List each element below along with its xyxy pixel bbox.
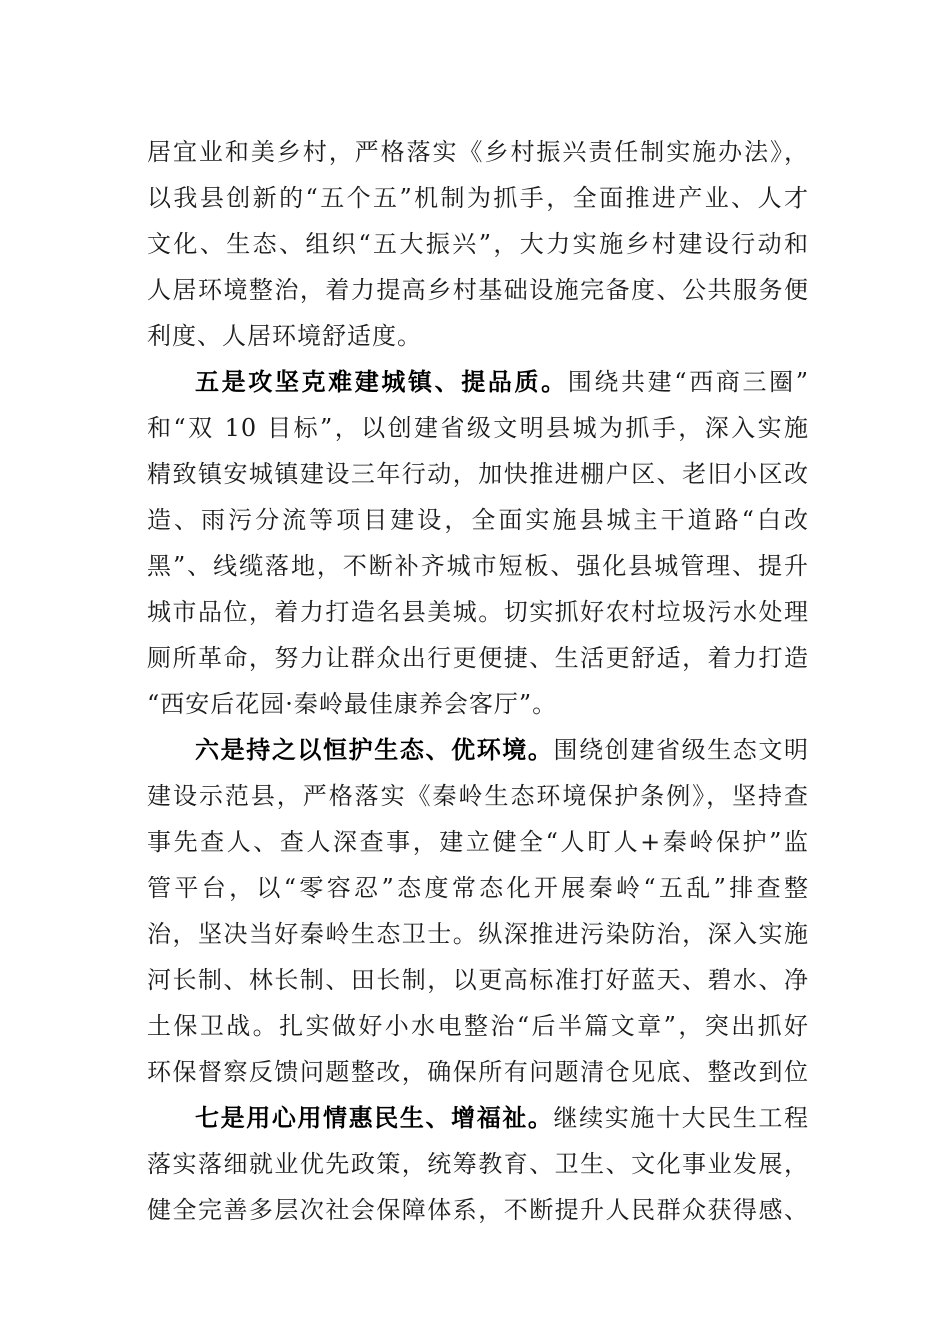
paragraph-five-first-line [195, 360, 809, 404]
text-line: 河长制、林长制、田长制，以更高标准打好蓝天、碧水、净 [147, 966, 809, 994]
paragraph-seven-first-line [195, 1096, 809, 1140]
text-line: “西安后花园·秦岭最佳康养会客厅”。 [147, 690, 558, 718]
text-line: 城市品位，着力打造名县美城。切实抓好农村垃圾污水处理 [147, 598, 809, 626]
text-line: 黑”、线缆落地，不断补齐城市短板、强化县城管理、提升 [147, 552, 809, 580]
text-line: 事先查人、查人深查事，建立健全“人盯人+秦岭保护”监 [147, 828, 809, 856]
paragraph-six-first-line [195, 728, 809, 772]
paragraph-six-heading: 六是持之以恒护生态、优环境。 [195, 736, 554, 764]
paragraph-five-heading: 五是攻坚克难建城镇、提品质。 [195, 368, 568, 396]
text-line: 利度、人居环境舒适度。 [147, 322, 422, 350]
text-line: 治，坚决当好秦岭生态卫士。纵深推进污染防治，深入实施 [147, 920, 809, 948]
text-line: 管平台，以“零容忍”态度常态化开展秦岭“五乱”排查整 [147, 874, 809, 902]
text-line: 造、雨污分流等项目建设，全面实施县城主干道路“白改 [147, 506, 809, 534]
text-line: 文化、生态、组织“五大振兴”，大力实施乡村建设行动和 [147, 230, 809, 258]
text-line: 居宜业和美乡村，严格落实《乡村振兴责任制实施办法》， [147, 138, 809, 166]
text-line: 和“双 10 目标”，以创建省级文明县城为抓手，深入实施 [147, 414, 809, 442]
text-line: 人居环境整治，着力提高乡村基础设施完备度、公共服务便 [147, 276, 809, 304]
text-line: 以我县创新的“五个五”机制为抓手，全面推进产业、人才 [147, 184, 809, 212]
text-line: 环保督察反馈问题整改，确保所有问题清仓见底、整改到位 [147, 1058, 809, 1086]
text-segment: 围绕创建省级生态文明 [553, 736, 810, 764]
paragraph-seven-heading: 七是用心用情惠民生、增福祉。 [195, 1104, 554, 1132]
text-segment: 继续实施十大民生工程 [553, 1104, 810, 1132]
text-line: 土保卫战。扎实做好小水电整治“后半篇文章”，突出抓好 [147, 1012, 809, 1040]
text-line: 建设示范县，严格落实《秦岭生态环境保护条例》，坚持查 [147, 782, 809, 810]
text-line: 厕所革命，努力让群众出行更便捷、生活更舒适，着力打造 [147, 644, 809, 672]
text-line: 精致镇安城镇建设三年行动，加快推进棚户区、老旧小区改 [147, 460, 809, 488]
text-segment: 围绕共建“西商三圈” [567, 368, 809, 396]
text-line: 健全完善多层次社会保障体系，不断提升人民群众获得感、 [147, 1196, 809, 1224]
text-line: 落实落细就业优先政策，统筹教育、卫生、文化事业发展， [147, 1150, 809, 1178]
